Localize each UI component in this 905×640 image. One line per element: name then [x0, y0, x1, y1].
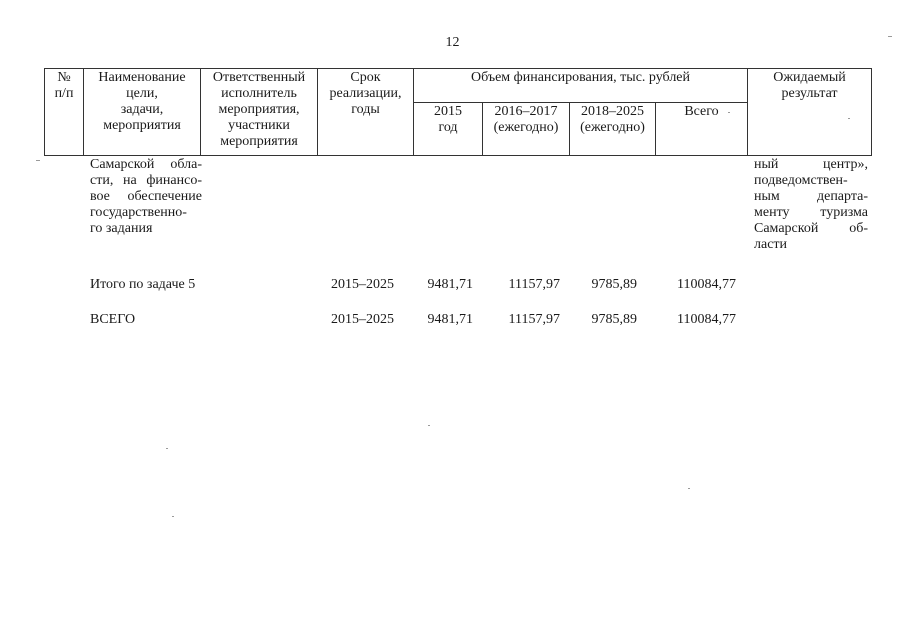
row-term: 2015–2025 [331, 277, 394, 292]
scan-speck [888, 36, 892, 37]
row-2015: 9481,71 [427, 312, 473, 327]
header-name-line: цели, [126, 86, 158, 101]
header-name-line: Наименование [98, 70, 186, 85]
header-funding-2015-line: год [438, 120, 458, 135]
continuation-name-line: сти, на финансо- [90, 173, 202, 188]
header-funding-total [655, 102, 748, 156]
header-no-line: № [57, 70, 71, 85]
header-funding-2015-line: 2015 [434, 104, 462, 119]
header-responsible-line: участники [228, 118, 290, 133]
scan-speck [688, 488, 690, 489]
row-2018-2025: 9785,89 [591, 312, 637, 327]
header-funding-2015 [413, 102, 483, 156]
header-funding-2016-2017 [482, 102, 570, 156]
continuation-name-cell [90, 157, 202, 237]
header-funding-2018-2025-line: (ежегодно) [580, 120, 645, 135]
continuation-result-line: ласти [754, 237, 788, 252]
header-funding-total-line: Всего [684, 104, 719, 119]
header-funding-2018-2025 [569, 102, 656, 156]
continuation-result-line: менту туризма [754, 205, 868, 220]
header-no-line: п/п [54, 86, 74, 101]
continuation-name-line: го задания [90, 221, 153, 236]
row-2018-2025: 9785,89 [591, 277, 637, 292]
header-result-line: результат [781, 86, 838, 101]
scan-speck [166, 448, 168, 449]
row-2015: 9481,71 [427, 277, 473, 292]
scan-speck [728, 112, 730, 113]
header-funding-2016-2017-line: (ежегодно) [493, 120, 559, 135]
header-term-line: годы [351, 102, 380, 117]
continuation-result-line: ный центр», [754, 157, 868, 172]
continuation-name-line: вое обеспечение [90, 189, 202, 204]
continuation-result-line: ным департа- [754, 189, 868, 204]
row-2016-2017: 11157,97 [508, 277, 560, 292]
row-total: 110084,77 [677, 312, 736, 327]
row-term: 2015–2025 [331, 312, 394, 327]
header-funding-2018-2025-line: 2018–2025 [581, 104, 644, 119]
row-total: 110084,77 [677, 277, 736, 292]
row-label: ВСЕГО [90, 312, 136, 327]
scan-speck [848, 118, 850, 119]
row-label: Итого по задаче 5 [90, 277, 196, 292]
header-funding-2016-2017-line: 2016–2017 [494, 104, 558, 119]
header-result-line: Ожидаемый [773, 70, 846, 85]
header-result [747, 68, 872, 156]
continuation-result-line: Самарской об- [754, 221, 868, 236]
header-term-line: реализации, [329, 86, 402, 101]
header-funding-title-text: Объем финансирования, тыс. рублей [470, 70, 691, 85]
header-responsible-line: мероприятия [220, 134, 298, 149]
continuation-result-cell [754, 157, 868, 253]
page-number: 12 [445, 35, 460, 50]
continuation-result-line: подведомствен- [754, 173, 848, 188]
header-term-line: Срок [350, 70, 381, 85]
scan-speck [36, 160, 40, 161]
scan-speck [428, 425, 430, 426]
continuation-name-line: государственно- [90, 205, 187, 220]
header-responsible-line: исполнитель [221, 86, 297, 101]
header-responsible-line: мероприятия, [218, 102, 300, 117]
continuation-name-line: Самарской обла- [90, 157, 202, 172]
header-responsible-line: Ответственный [212, 70, 306, 85]
header-name-line: задачи, [120, 102, 164, 117]
header-no [44, 68, 84, 156]
row-2016-2017: 11157,97 [508, 312, 560, 327]
header-responsible [200, 68, 318, 156]
header-term [317, 68, 414, 156]
scan-speck [172, 516, 174, 517]
header-funding-title [413, 68, 748, 103]
header-name-line: мероприятия [103, 118, 181, 133]
header-name [83, 68, 201, 156]
